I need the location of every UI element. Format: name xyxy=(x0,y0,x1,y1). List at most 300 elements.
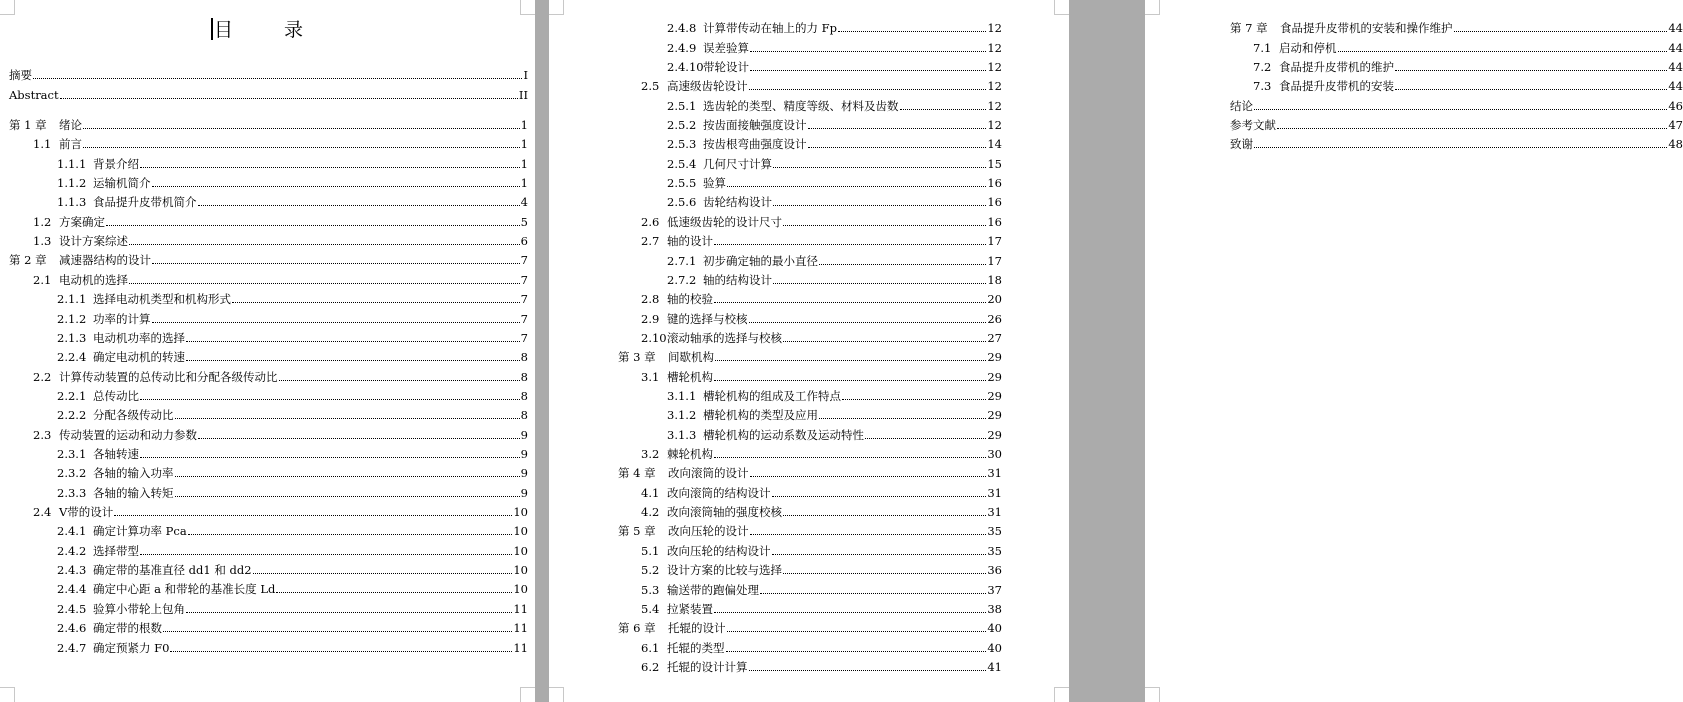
toc-entry-title: 托辊的设计 xyxy=(668,621,726,636)
dot-leader xyxy=(819,264,986,265)
dot-leader xyxy=(749,670,987,671)
toc-entry-title: 致谢 xyxy=(1230,137,1253,152)
toc-entry-page-number: 10 xyxy=(513,582,528,597)
toc-entry[interactable] xyxy=(57,403,528,422)
toc-entry-page-number: 8 xyxy=(520,350,528,365)
toc-entry-title: 高速级齿轮设计 xyxy=(667,79,748,94)
toc-entry-page-number: 17 xyxy=(987,234,1002,249)
toc-entry[interactable] xyxy=(667,16,1002,35)
toc-entry-number: 1.1 xyxy=(33,137,52,152)
toc-entry-title: 输送带的跑偏处理 xyxy=(667,582,759,597)
toc-entry-title: 食品提升皮带机简介 xyxy=(93,195,197,210)
dot-leader xyxy=(714,612,986,613)
dot-leader xyxy=(129,283,520,284)
toc-entry-number: 2.4 xyxy=(33,505,52,520)
toc-entry[interactable] xyxy=(57,190,528,209)
toc-entry-title: 带轮设计 xyxy=(703,60,749,75)
toc-entry-page-number: 12 xyxy=(987,98,1002,113)
toc-entry[interactable] xyxy=(641,577,1002,596)
toc-entry-title: 槽轮机构的类型及应用 xyxy=(703,408,818,423)
toc-entry-number: 2.4.5 xyxy=(57,601,87,616)
margin-corner-mark xyxy=(549,0,564,15)
toc-entry-page-number: 12 xyxy=(987,21,1002,36)
toc-entry-page-number: 29 xyxy=(987,350,1002,365)
toc-entry-page-number: 11 xyxy=(513,601,528,616)
toc-entry-page-number: 44 xyxy=(1668,79,1683,94)
dot-leader xyxy=(783,573,986,574)
toc-entry-page-number: 10 xyxy=(513,563,528,578)
dot-leader xyxy=(186,341,520,342)
toc-entry-title: 传动装置的运动和动力参数 xyxy=(59,427,197,442)
toc-entry-page-number: 8 xyxy=(520,369,528,384)
dot-leader xyxy=(33,78,522,79)
toc-entry-title: 确定中心距 a 和带轮的基准长度 Ld xyxy=(93,582,276,597)
toc-entry-page-number: 31 xyxy=(987,505,1002,520)
toc-entry-number: 2.3.3 xyxy=(57,485,87,500)
toc-entry[interactable] xyxy=(1253,74,1683,93)
toc-entry-number: 第 6 章 xyxy=(618,621,656,636)
toc-entry[interactable] xyxy=(57,326,528,345)
toc-entry[interactable] xyxy=(9,82,528,101)
toc-entry[interactable] xyxy=(1230,16,1683,35)
toc-entry-number: 4.1 xyxy=(641,485,660,500)
toc-entry-page-number: 7 xyxy=(520,272,528,287)
toc-entry-page-number: 1 xyxy=(520,176,528,191)
toc-entry-page-number: 20 xyxy=(987,292,1002,307)
toc-entry-title: 改向滚筒的设计 xyxy=(668,466,749,481)
toc-entry-page-number: 10 xyxy=(513,524,528,539)
toc-entry-number: 3.2 xyxy=(641,447,660,462)
toc-entry-number: 2.5.6 xyxy=(667,195,697,210)
toc-entry-page-number: 31 xyxy=(987,485,1002,500)
toc-entry-number: 2.2 xyxy=(33,369,52,384)
toc-entry-number: 2.5.1 xyxy=(667,98,697,113)
toc-entry-page-number: 12 xyxy=(987,79,1002,94)
toc-entry-page-number: 16 xyxy=(987,195,1002,210)
toc-entry[interactable] xyxy=(667,113,1002,132)
toc-entry-number: 2.9 xyxy=(641,311,660,326)
toc-entry-page-number: 18 xyxy=(987,272,1002,287)
toc-entry[interactable] xyxy=(667,268,1002,287)
toc-entry-title: 前言 xyxy=(59,137,82,152)
toc-entry-number: 2.8 xyxy=(641,292,660,307)
dot-leader xyxy=(715,360,986,361)
toc-entry[interactable] xyxy=(667,132,1002,151)
toc-entry[interactable] xyxy=(57,538,528,557)
toc-entry-title: 确定计算功率 Pca xyxy=(93,524,187,539)
toc-entry[interactable] xyxy=(57,461,528,480)
toc-entry[interactable] xyxy=(33,500,528,519)
toc-entry-page-number: 27 xyxy=(987,330,1002,345)
toc-entry[interactable] xyxy=(57,384,528,403)
dot-leader xyxy=(198,438,520,439)
toc-entry-title: 几何尺寸计算 xyxy=(703,156,772,171)
toc-entry-number: 第 4 章 xyxy=(618,466,656,481)
toc-entry-title: 设计方案的比较与选择 xyxy=(667,563,782,578)
toc-entry[interactable] xyxy=(667,35,1002,54)
toc-entry-title: 验算小带轮上包角 xyxy=(93,601,185,616)
dot-leader xyxy=(808,128,987,129)
toc-entry-number: 2.5.3 xyxy=(667,137,697,152)
toc-entry[interactable] xyxy=(667,384,1002,403)
dot-leader xyxy=(276,592,512,593)
toc-entry-title: 选择电动机类型和机构形式 xyxy=(93,292,231,307)
toc-entry-title: 各轴的输入转矩 xyxy=(93,485,174,500)
toc-entry-page-number: 40 xyxy=(987,640,1002,655)
toc-entry-number: 2.4.3 xyxy=(57,563,87,578)
toc-entry-number: 2.4.8 xyxy=(667,21,697,36)
toc-entry-number: 2.5.2 xyxy=(667,118,697,133)
toc-entry-number: 1.1.2 xyxy=(57,176,87,191)
toc-entry-number: 5.2 xyxy=(641,563,660,578)
dot-leader xyxy=(772,496,987,497)
toc-entry-page-number: 9 xyxy=(520,427,528,442)
toc-entry-title: 轴的设计 xyxy=(667,234,713,249)
toc-entry[interactable] xyxy=(667,55,1002,74)
toc-entry-number: 2.4.9 xyxy=(667,40,697,55)
toc-entry-page-number: 9 xyxy=(520,447,528,462)
toc-entry[interactable] xyxy=(618,616,1002,635)
dot-leader xyxy=(750,70,986,71)
toc-entry[interactable] xyxy=(1230,93,1683,112)
dot-leader xyxy=(727,631,987,632)
toc-entry-page-number: 31 xyxy=(987,466,1002,481)
margin-corner-mark xyxy=(0,687,15,702)
toc-entry[interactable] xyxy=(641,597,1002,616)
toc-entry-title: 低速级齿轮的设计尺寸 xyxy=(667,214,782,229)
toc-entry-page-number: I xyxy=(523,68,528,83)
dot-leader xyxy=(808,147,987,148)
dot-leader xyxy=(772,554,987,555)
toc-entry-number: 第 5 章 xyxy=(618,524,656,539)
margin-corner-mark xyxy=(520,0,535,15)
toc-entry-number: 2.1.3 xyxy=(57,330,87,345)
toc-entry-page-number: 40 xyxy=(987,621,1002,636)
toc-entry-number: 2.3.1 xyxy=(57,447,87,462)
dot-leader xyxy=(175,418,520,419)
dot-leader xyxy=(175,476,520,477)
toc-entry-title: 设计方案综述 xyxy=(59,234,128,249)
toc-entry-number: 1.2 xyxy=(33,214,52,229)
toc-entry-number: 3.1.2 xyxy=(667,408,697,423)
toc-entry-title: 确定电动机的转速 xyxy=(93,350,185,365)
toc-entry-number: 1.1.3 xyxy=(57,195,87,210)
toc-entry-title: 托辊的设计计算 xyxy=(667,659,748,674)
toc-entry[interactable] xyxy=(9,113,528,132)
toc-entry-page-number: 12 xyxy=(987,60,1002,75)
toc-entry-page-number: 10 xyxy=(513,543,528,558)
toc-entry-title: 选择带型 xyxy=(93,543,139,558)
toc-entry[interactable] xyxy=(33,132,528,151)
dot-leader xyxy=(1277,128,1667,129)
dot-leader xyxy=(279,380,520,381)
toc-entry[interactable] xyxy=(1253,35,1683,54)
toc-entry[interactable] xyxy=(641,539,1002,558)
text-cursor xyxy=(211,18,213,40)
toc-entry[interactable] xyxy=(9,248,528,267)
toc-entry[interactable] xyxy=(57,151,528,170)
toc-entry-title: 运输机简介 xyxy=(93,176,151,191)
toc-entry[interactable] xyxy=(1230,132,1683,151)
toc-entry[interactable] xyxy=(57,287,528,306)
dot-leader xyxy=(140,457,520,458)
toc-entry-page-number: 7 xyxy=(520,253,528,268)
dot-leader xyxy=(727,186,986,187)
toc-entry[interactable] xyxy=(641,442,1002,461)
toc-entry[interactable] xyxy=(9,63,528,82)
toc-entry-page-number: 7 xyxy=(520,311,528,326)
toc-entry-number: 2.5.5 xyxy=(667,176,697,191)
toc-entry-page-number: 1 xyxy=(520,118,528,133)
toc-entry-page-number: 11 xyxy=(513,621,528,636)
margin-corner-mark xyxy=(520,687,535,702)
dot-leader xyxy=(114,515,512,516)
toc-entry[interactable] xyxy=(57,577,528,596)
toc-entry[interactable] xyxy=(641,74,1002,93)
margin-corner-mark xyxy=(0,0,15,15)
toc-entry-title: 食品提升皮带机的维护 xyxy=(1279,60,1394,75)
dot-leader xyxy=(773,167,986,168)
toc-entry-title: 拉紧装置 xyxy=(667,601,713,616)
margin-corner-mark xyxy=(1054,0,1069,15)
dot-leader xyxy=(83,128,520,129)
dot-leader xyxy=(140,399,520,400)
toc-entry[interactable] xyxy=(641,210,1002,229)
toc-entry-page-number: 48 xyxy=(1668,137,1683,152)
toc-entry-page-number: 8 xyxy=(520,388,528,403)
dot-leader xyxy=(750,51,986,52)
toc-entry-title: 改向压轮的结构设计 xyxy=(667,543,771,558)
dot-leader xyxy=(163,631,512,632)
dot-leader xyxy=(749,322,987,323)
toc-entry-title: 槽轮机构的组成及工作特点 xyxy=(703,389,841,404)
toc-entry[interactable] xyxy=(667,190,1002,209)
toc-entry[interactable] xyxy=(667,403,1002,422)
toc-entry-number: 6.1 xyxy=(641,640,660,655)
dot-leader xyxy=(106,225,520,226)
toc-entry-number: 2.4.1 xyxy=(57,524,87,539)
toc-entry-page-number: 35 xyxy=(987,543,1002,558)
dot-leader xyxy=(60,98,518,99)
dot-leader xyxy=(714,302,986,303)
dot-leader xyxy=(838,31,986,32)
toc-entry-number: 2.3 xyxy=(33,427,52,442)
toc-entry[interactable] xyxy=(57,558,528,577)
margin-corner-mark xyxy=(1145,0,1160,15)
toc-entry[interactable] xyxy=(57,306,528,325)
dot-leader xyxy=(750,476,987,477)
toc-title: 目 录 xyxy=(214,19,320,41)
toc-entry-title: V带的设计 xyxy=(59,505,114,520)
toc-entry-page-number: 35 xyxy=(987,524,1002,539)
toc-entry-page-number: 38 xyxy=(987,601,1002,616)
toc-entry[interactable] xyxy=(641,655,1002,674)
toc-entry-number: 2.7.1 xyxy=(667,253,697,268)
dot-leader xyxy=(760,593,986,594)
toc-entry[interactable] xyxy=(641,229,1002,248)
dot-leader xyxy=(152,263,520,264)
dot-leader xyxy=(1395,89,1667,90)
toc-entry-number: 3.1 xyxy=(641,369,660,384)
toc-entry-title: 槽轮机构的运动系数及运动特性 xyxy=(703,427,864,442)
toc-entry-number: 2.2.1 xyxy=(57,388,87,403)
toc-entry-title: Abstract xyxy=(9,87,59,102)
toc-entry[interactable] xyxy=(641,635,1002,654)
toc-entry[interactable] xyxy=(641,480,1002,499)
toc-entry-title: 绪论 xyxy=(59,118,82,133)
toc-entry[interactable] xyxy=(641,306,1002,325)
toc-entry-title: 按齿根弯曲强度设计 xyxy=(703,137,807,152)
toc-entry-number: 2.4.6 xyxy=(57,621,87,636)
toc-entry-page-number: 12 xyxy=(987,40,1002,55)
toc-entry-page-number: 12 xyxy=(987,118,1002,133)
toc-entry-number: 4.2 xyxy=(641,505,660,520)
toc-entry-title: 键的选择与校核 xyxy=(667,311,748,326)
toc-entry[interactable] xyxy=(33,422,528,441)
toc-entry-page-number: 4 xyxy=(520,195,528,210)
dot-leader xyxy=(198,205,520,206)
dot-leader xyxy=(773,205,986,206)
toc-entry-page-number: 5 xyxy=(520,214,528,229)
dot-leader xyxy=(749,89,987,90)
toc-entry-page-number: 36 xyxy=(987,563,1002,578)
dot-leader xyxy=(750,534,987,535)
toc-entry-title: 功率的计算 xyxy=(93,311,151,326)
dot-leader xyxy=(900,109,987,110)
toc-entry[interactable] xyxy=(57,519,528,538)
toc-entry-title: 确定带的基准直径 dd1 和 dd2 xyxy=(93,563,252,578)
document-page-2 xyxy=(549,0,1069,702)
toc-entry[interactable] xyxy=(1230,113,1683,132)
toc-entry-number: 5.1 xyxy=(641,543,660,558)
toc-entry-number: 3.1.3 xyxy=(667,427,697,442)
toc-entry-number: 1.1.1 xyxy=(57,156,87,171)
toc-entry[interactable] xyxy=(57,171,528,190)
dot-leader xyxy=(129,244,520,245)
margin-corner-mark xyxy=(549,687,564,702)
toc-entry-title: 改向滚筒轴的强度校核 xyxy=(667,505,782,520)
toc-entry[interactable] xyxy=(33,364,528,383)
toc-entry-page-number: 7 xyxy=(520,292,528,307)
toc-entry-title: 棘轮机构 xyxy=(667,447,713,462)
toc-entry-page-number: 10 xyxy=(513,505,528,520)
toc-entry[interactable] xyxy=(57,345,528,364)
toc-entry[interactable] xyxy=(57,442,528,461)
toc-entry[interactable] xyxy=(667,151,1002,170)
toc-entry-title: 初步确定轴的最小直径 xyxy=(703,253,818,268)
toc-entry-number: 7.1 xyxy=(1253,40,1272,55)
toc-entry-number: 2.2.4 xyxy=(57,350,87,365)
toc-entry[interactable] xyxy=(641,326,1002,345)
toc-entry-page-number: 44 xyxy=(1668,21,1683,36)
toc-entry-title: 槽轮机构 xyxy=(667,369,713,384)
toc-entry-title: 托辊的类型 xyxy=(667,640,725,655)
toc-entry-title: 按齿面接触强度设计 xyxy=(703,118,807,133)
toc-entry-page-number: 29 xyxy=(987,369,1002,384)
dot-leader xyxy=(1338,51,1668,52)
toc-entry[interactable] xyxy=(667,422,1002,441)
dot-leader xyxy=(232,302,520,303)
toc-entry-title: 间歇机构 xyxy=(668,350,714,365)
toc-entry[interactable] xyxy=(667,171,1002,190)
dot-leader xyxy=(140,167,520,168)
toc-entry-page-number: 14 xyxy=(987,137,1002,152)
dot-leader xyxy=(140,554,512,555)
toc-entry-page-number: 9 xyxy=(520,466,528,481)
margin-corner-mark xyxy=(1145,687,1160,702)
toc-entry[interactable] xyxy=(618,345,1002,364)
toc-entry-number: 2.4.4 xyxy=(57,582,87,597)
toc-entry[interactable] xyxy=(57,480,528,499)
toc-entry-title: 结论 xyxy=(1230,98,1253,113)
toc-entry-number: 7.2 xyxy=(1253,60,1272,75)
toc-entry[interactable] xyxy=(667,93,1002,112)
toc-entry-title: 计算带传动在轴上的力 Fp xyxy=(703,21,837,36)
toc-entry-title: 确定带的根数 xyxy=(93,621,162,636)
toc-entry[interactable] xyxy=(57,597,528,616)
dot-leader xyxy=(253,573,513,574)
toc-entry[interactable] xyxy=(57,616,528,635)
toc-entry-page-number: 17 xyxy=(987,253,1002,268)
toc-entry[interactable] xyxy=(1253,55,1683,74)
toc-entry[interactable] xyxy=(618,461,1002,480)
toc-entry-page-number: 16 xyxy=(987,214,1002,229)
toc-entry-page-number: 41 xyxy=(987,659,1002,674)
dot-leader xyxy=(865,438,986,439)
toc-entry-page-number: 47 xyxy=(1668,118,1683,133)
toc-entry-number: 2.4.7 xyxy=(57,640,87,655)
toc-entry-number: 2.2.2 xyxy=(57,408,87,423)
toc-entry[interactable] xyxy=(641,364,1002,383)
toc-entry-title: 轴的结构设计 xyxy=(703,272,772,287)
toc-entry[interactable] xyxy=(57,635,528,654)
dot-leader xyxy=(783,515,986,516)
toc-entry-page-number: II xyxy=(518,87,528,102)
toc-entry[interactable] xyxy=(641,500,1002,519)
toc-entry-title: 电动机功率的选择 xyxy=(93,330,185,345)
toc-entry-page-number: 15 xyxy=(987,156,1002,171)
toc-entry[interactable] xyxy=(667,248,1002,267)
toc-entry[interactable] xyxy=(33,209,528,228)
dot-leader xyxy=(175,496,520,497)
dot-leader xyxy=(1454,31,1668,32)
margin-corner-mark xyxy=(1054,687,1069,702)
toc-entry-page-number: 44 xyxy=(1668,40,1683,55)
toc-entry-title: 轴的校验 xyxy=(667,292,713,307)
toc-entry-number: 2.5 xyxy=(641,79,660,94)
dot-leader xyxy=(186,360,520,361)
toc-entry-title: 方案确定 xyxy=(59,214,105,229)
toc-entry[interactable] xyxy=(641,558,1002,577)
toc-entry-number: 2.10 xyxy=(641,330,667,345)
dot-leader xyxy=(1395,70,1667,71)
toc-entry-number: 2.7.2 xyxy=(667,272,697,287)
toc-entry[interactable] xyxy=(618,519,1002,538)
toc-entry[interactable] xyxy=(641,287,1002,306)
toc-entry-title: 食品提升皮带机的安装和操作维护 xyxy=(1280,21,1453,36)
toc-entry-page-number: 1 xyxy=(520,137,528,152)
toc-entry-page-number: 9 xyxy=(520,485,528,500)
toc-entry-number: 第 1 章 xyxy=(9,118,47,133)
toc-entry-page-number: 6 xyxy=(520,234,528,249)
toc-entry-title: 参考文献 xyxy=(1230,118,1276,133)
dot-leader xyxy=(714,380,986,381)
toc-entry[interactable] xyxy=(33,229,528,248)
dot-leader xyxy=(170,651,512,652)
toc-entry-title: 误差验算 xyxy=(703,40,749,55)
toc-entry-page-number: 8 xyxy=(520,408,528,423)
toc-entry[interactable] xyxy=(33,268,528,287)
